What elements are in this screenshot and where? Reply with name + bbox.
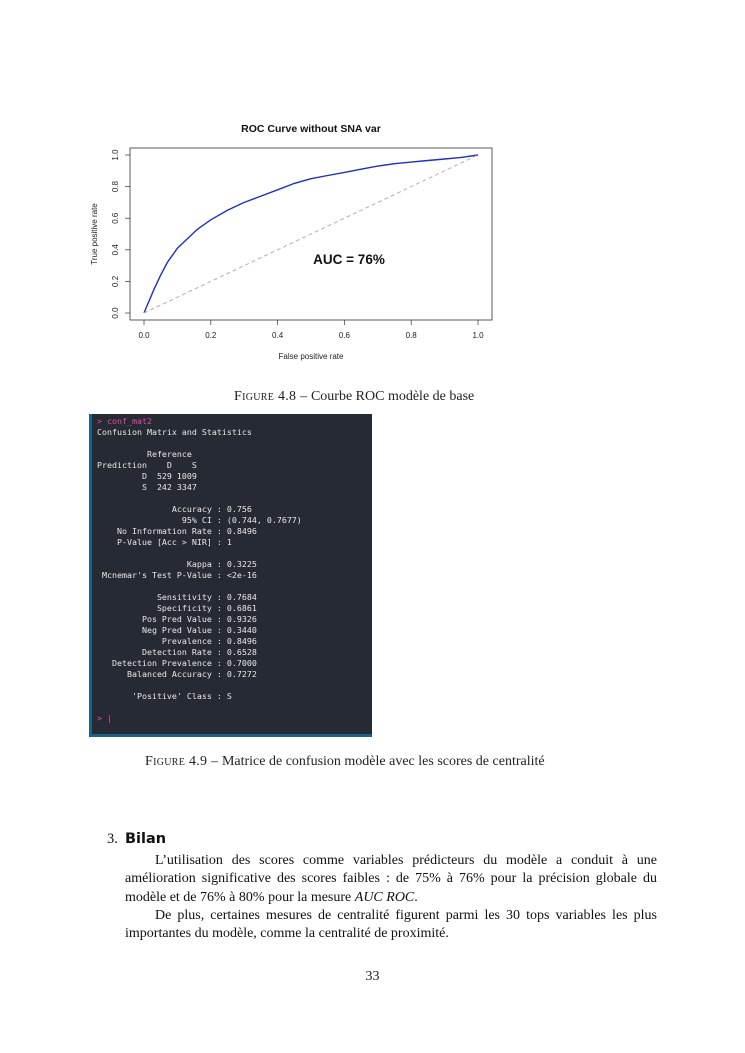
figure-4-8-caption: [234, 389, 474, 405]
y-tick-label: 0.8: [111, 181, 120, 193]
y-tick-label: 0.0: [111, 307, 120, 319]
paragraph-2: [125, 907, 657, 944]
roc-chart: [84, 116, 504, 366]
console-line: [97, 548, 372, 559]
console-line: Confusion Matrix and Statistics: [97, 427, 252, 437]
paragraph-1-end: .: [414, 889, 418, 905]
figure-caption-text: Courbe ROC modèle de base: [310, 389, 475, 404]
console-line: 'Positive' Class : S: [97, 691, 232, 701]
x-tick-label: 0.8: [405, 331, 417, 340]
console-line: Accuracy : 0.756: [97, 504, 252, 514]
console-line: Specificity : 0.6861: [97, 603, 257, 613]
console-line: P-Value [Acc > NIR] : 1: [97, 537, 232, 547]
section-number: 3.: [107, 831, 118, 847]
figure-label: Figure 4.9 –: [145, 754, 219, 769]
page-number: 33: [365, 969, 380, 984]
console-output: [97, 416, 372, 702]
r-console-screenshot: [89, 414, 372, 737]
x-tick-label: 0.2: [205, 331, 217, 340]
y-tick-label: 0.6: [111, 212, 120, 224]
y-axis-label: True positive rate: [90, 203, 99, 265]
console-line: 95% CI : (0.744, 0.7677): [97, 515, 302, 525]
section-title: Bilan: [125, 831, 167, 847]
chart-title: ROC Curve without SNA var: [241, 123, 381, 135]
console-line: Reference: [97, 449, 192, 459]
console-line: > conf_mat2: [97, 416, 152, 426]
console-line: [97, 493, 372, 504]
figure-caption-text: Matrice de confusion modèle avec les scores de centralité: [221, 754, 545, 769]
console-line: Sensitivity : 0.7684: [97, 592, 257, 602]
console-line: [97, 680, 372, 691]
paragraph-1-emphasis: AUC ROC: [354, 889, 415, 905]
axis-ticks: [111, 149, 484, 340]
roc-series: [144, 155, 478, 313]
console-line: Balanced Accuracy : 0.7272: [97, 669, 257, 679]
auc-annotation: AUC = 76%: [313, 252, 385, 267]
console-line: Prevalence : 0.8496: [97, 636, 257, 646]
console-line: [97, 438, 372, 449]
console-line: [97, 581, 372, 592]
y-tick-label: 1.0: [111, 149, 120, 161]
paragraph-1-text: L’utilisation des scores comme variables prédicteurs du modèle a conduit à une amélioration significative des scores faibles : de 75% à 76% pour la précision globale du modèle et de 76% à 80% pour la mesure: [125, 853, 657, 905]
console-line: D 529 1009: [97, 471, 197, 481]
console-line: Pos Pred Value : 0.9326: [97, 614, 257, 624]
x-tick-label: 1.0: [472, 331, 484, 340]
console-line: No Information Rate : 0.8496: [97, 526, 257, 536]
y-tick-label: 0.4: [111, 244, 120, 256]
figure-4-9-caption: [145, 754, 545, 770]
console-line: S 242 3347: [97, 482, 197, 492]
paragraph-1: [125, 852, 657, 907]
x-tick-label: 0.6: [338, 331, 350, 340]
console-line: Prediction D S: [97, 460, 197, 470]
console-prompt: > |: [97, 713, 112, 723]
y-tick-label: 0.2: [111, 275, 120, 287]
x-axis-label: False positive rate: [278, 352, 344, 361]
console-line: Neg Pred Value : 0.3440: [97, 625, 257, 635]
console-line: Detection Rate : 0.6528: [97, 647, 257, 657]
console-line: Kappa : 0.3225: [97, 559, 257, 569]
paragraph-2-text: De plus, certaines mesures de centralité figurent parmi les 30 tops variables les plus importantes du modèle, comme la centralité de proximité.: [125, 908, 657, 942]
x-tick-label: 0.0: [138, 331, 150, 340]
console-line: Detection Prevalence : 0.7000: [97, 658, 257, 668]
figure-label: Figure 4.8 –: [234, 389, 308, 404]
x-tick-label: 0.4: [272, 331, 284, 340]
console-line: Mcnemar's Test P-Value : <2e-16: [97, 570, 257, 580]
